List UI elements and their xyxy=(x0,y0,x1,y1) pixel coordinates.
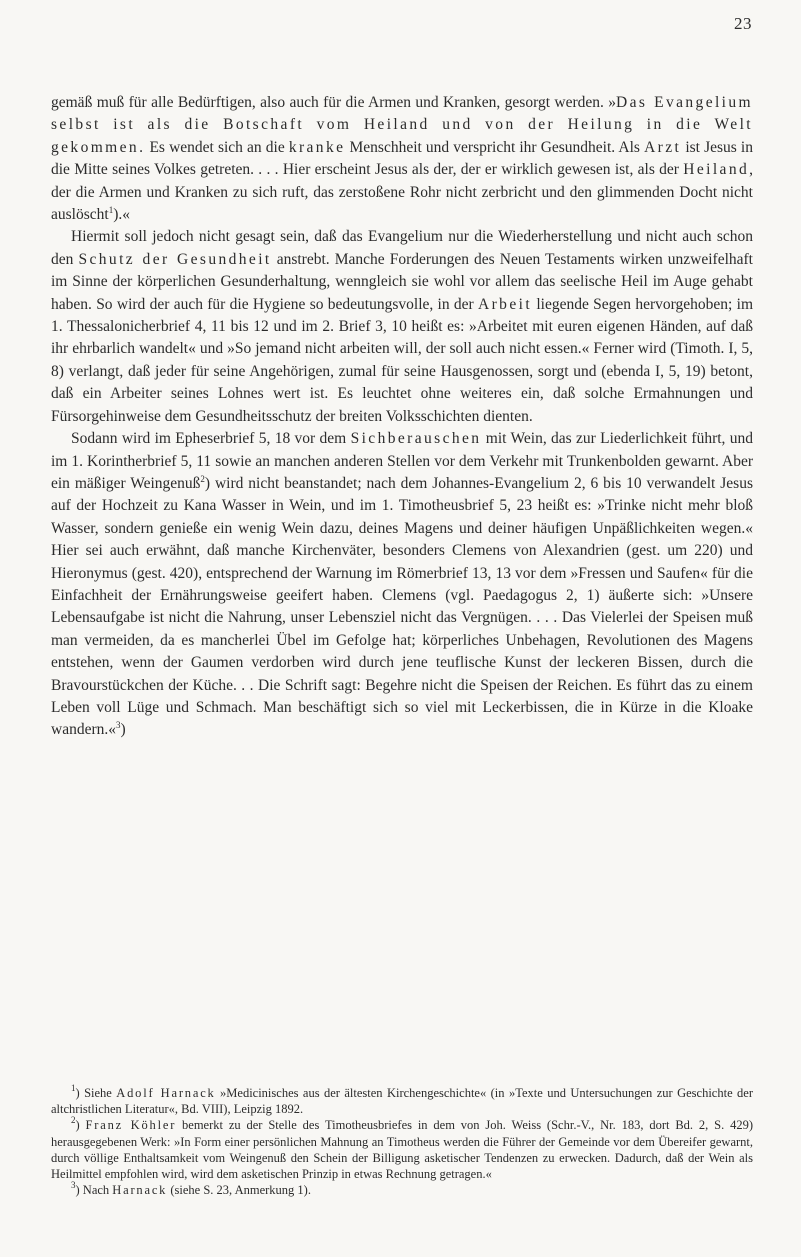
text-run: ) xyxy=(120,721,126,739)
text-run: anstrebt. Manche Forderungen des Neuen Testaments wirken unzweifelhaft im Sinne der körperlichen Gesunderhaltung, wenngleich sie wohl vor allem das seelische Heil im Auge gehabt haben. So wird der auch für die Hygiene so bedeutungsvolle, in der xyxy=(51,250,753,313)
spaced-emphasis: Harnack xyxy=(112,1183,168,1198)
text-run: ) Nach xyxy=(75,1183,113,1198)
text-run: gemäß muß für alle Bedürftigen, also auch für die Armen und Kranken, gesorgt werden. » xyxy=(51,94,617,111)
footnote-marker: 1 xyxy=(108,205,114,216)
footnote-1 xyxy=(51,1085,753,1117)
text-run: Menschheit und verspricht ihr Gesundheit. Als xyxy=(345,138,645,156)
spaced-emphasis: Arbeit xyxy=(478,295,533,313)
page-number: 23 xyxy=(734,14,752,33)
spaced-emphasis: kranke xyxy=(288,138,346,156)
text-run: liegende Segen hervorgehoben; im 1. Thessalonicherbrief 4, 11 bis 12 und im 2. Brief 3, 10 heißt es: »Arbeitet mit euren eigenen Händen, auf daß ihr ehrbarlich wandelt« und »So jemand nicht arbeiten will, der soll auch nicht essen.« Ferner wird (Timoth. I, 5, 8) verlangt, daß jeder für seine Angehörigen, zumal für seine Hausgenossen, sorgt und (ebenda I, 5, 19) betont, daß ein Arbeiter seines Lohnes wert ist. Es leuchtet ohne weiteres ein, daß solche Ermahnungen und Fürsorgehinweise dem Gesundheitsschutz der breiten Volksschichten dienten. xyxy=(51,295,753,425)
spaced-emphasis: Arzt xyxy=(644,138,682,156)
spaced-emphasis: Heiland xyxy=(683,161,750,179)
text-run: »Medicinisches aus der ältesten Kirchengeschichte« (in »Texte und Untersuchungen zur Geschichte der altchristlichen Literatur«, Bd. VIII), Leipzig 1892. xyxy=(51,1086,754,1117)
paragraph-1 xyxy=(51,92,753,226)
spaced-emphasis: Das Evangelium selbst ist als die Botschaft vom Heiland und von der Heilung in die Welt gekommen. xyxy=(51,94,753,156)
text-run: ) xyxy=(75,1118,86,1133)
footnote-marker: 1 xyxy=(71,1083,76,1093)
text-run: Sodann wird im Epheserbrief 5, 18 vor dem xyxy=(71,430,351,448)
footnote-3 xyxy=(51,1182,753,1198)
text-run: ).« xyxy=(113,206,130,224)
footnote-marker: 2 xyxy=(71,1115,76,1126)
text-run: ) wird nicht beanstandet; nach dem Johannes-Evangelium 2, 6 bis 10 verwandelt Jesus auf der Hochzeit zu Kana Wasser in Wein, und im 1. Timotheusbrief 5, 23 heißt es: »Trinke nicht mehr bloß Wasser, sondern genieße ein wenig Wein dazu, deines Magens und deiner häufigen Unpäßlichkeiten wegen.« Hier sei auch erwähnt, daß manche Kirchenväter, besonders Clemens von Alexandrien (gest. um 220) und Hieronymus (gest. 420), entsprechend der Warnung im Römerbrief 13, 13 vor dem »Fressen und Saufen« für die Einfachheit der Ernährungsweise geeifert haben. Clemens (vgl. Paedagogus 2, 1) äußerte sich: »Unsere Lebensaufgabe ist nicht die Nahrung, unser Lebensziel nicht das Vergnügen. . . . Das Vielerlei der Speisen muß man vermeiden, da es mancherlei Übel im Gefolge hat; körperliches Unbehagen, Revolutionen des Magens entstehen, wenn der Gaumen verdorben wird durch jene teuflische Kunst der leckeren Bissen, durch die Bravourstückchen der Küche. . . Die Schrift sagt: Begehre nicht die Speisen der Reichen. Es führt das zu einem Leben voll Lüge und Schmach. Man beschäftigt sich so viel mit Leckerbissen, die in Kürze in die Kloake wandern.« xyxy=(51,474,753,739)
text-run: ) Siehe xyxy=(75,1086,117,1100)
main-text xyxy=(51,92,753,742)
footnotes xyxy=(51,1085,753,1198)
spaced-emphasis: Schutz der Gesundheit xyxy=(78,250,272,268)
spaced-emphasis: Adolf Harnack xyxy=(116,1086,216,1100)
text-run: Hiermit soll jedoch nicht gesagt sein, daß das Evangelium nur die Wiederherstellung und nicht auch schon den xyxy=(51,228,753,268)
footnote-marker: 2 xyxy=(200,473,205,484)
spaced-emphasis: Franz Köhler xyxy=(85,1118,177,1133)
text-run: , der die Armen und Kranken zu sich ruft, das zerstoßene Rohr nicht zerbricht und den glimmenden Docht nicht auslöscht xyxy=(51,161,753,224)
footnote-marker: 3 xyxy=(116,720,121,731)
text-run: ist Jesus in die Mitte seines Volkes getreten. . . . Hier erscheint Jesus als der, der er wirklich gewesen ist, als der xyxy=(51,138,753,179)
text-run: (siehe S. 23, Anmerkung 1). xyxy=(167,1183,311,1198)
paragraph-2 xyxy=(51,226,753,428)
text-run: Es wendet sich an die xyxy=(145,138,289,156)
paragraph-3 xyxy=(51,428,753,742)
spaced-emphasis: Sichberauschen xyxy=(350,430,482,448)
text-run: mit Wein, das zur Liederlichkeit führt, und im 1. Korintherbrief 5, 11 sowie an manchen anderen Stellen vor dem Verkehr mit Trunkenbolden gewarnt. Aber ein mäßiger Weingenuß xyxy=(51,430,753,492)
footnote-marker: 3 xyxy=(71,1180,76,1191)
text-run: bemerkt zu der Stelle des Timotheusbriefes in dem von Joh. Weiss (Schr.-V., Nr. 183, dort Bd. 2, S. 429) herausgegebenen Werk: »In Form einer persönlichen Mahnung an Timotheus werden die Führer der Gemeinde vor dem Übereifer gewarnt, durch völlige Enthaltsamkeit vom Weingenuß den Schein der Billigung asketischer Tendenzen zu erwecken. Dadurch, daß der Wein als Heilmittel empfohlen wird, wird dem asketischen Prinzip in etwas Rechnung getragen.« xyxy=(51,1118,753,1182)
footnote-2 xyxy=(51,1117,753,1182)
